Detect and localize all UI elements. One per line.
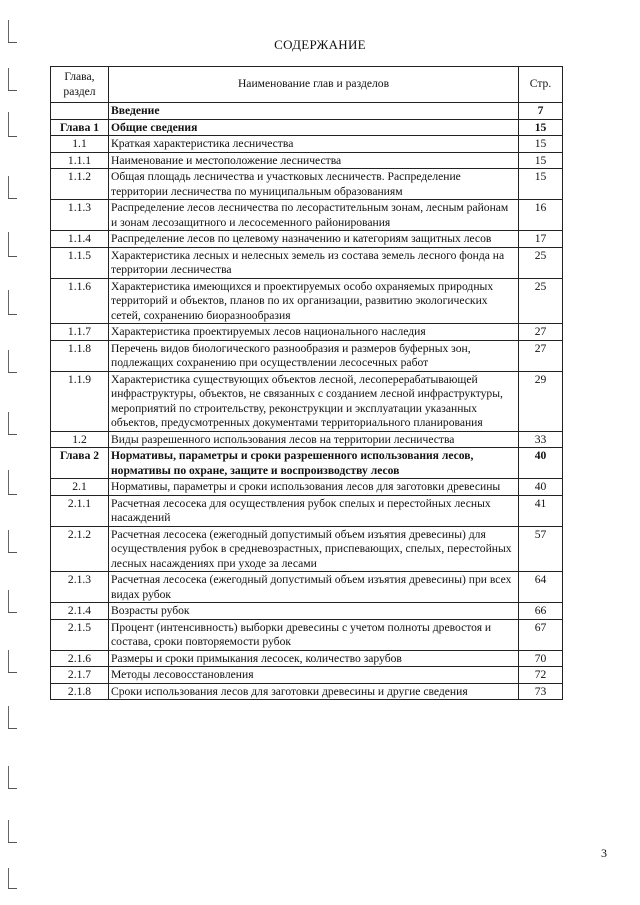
page-ref: 15 [519,136,563,153]
table-row [51,572,563,603]
column-header-num: Глава, раздел [51,67,109,103]
column-header-page: Стр. [519,67,563,103]
section-title: Нормативы, параметры и сроки разрешенного использования лесов, нормативы по охране, защите и воспроизводству лесов [109,448,519,479]
section-number: 1.1.2 [51,169,109,200]
section-title: Характеристика лесных и нелесных земель из состава земель лесного фонда на территории лесничества [109,247,519,278]
page-ref: 40 [519,448,563,479]
page-ref: 73 [519,683,563,700]
page-ref: 15 [519,169,563,200]
table-row [51,603,563,620]
section-number: 2.1.5 [51,619,109,650]
section-number: 2.1.7 [51,667,109,684]
table-row [51,247,563,278]
table-row [51,431,563,448]
section-number: 2.1.8 [51,683,109,700]
page-title: СОДЕРЖАНИЕ [274,37,366,52]
page-ref: 25 [519,278,563,324]
table-row [51,169,563,200]
section-number: Глава 2 [51,448,109,479]
page-ref: 16 [519,200,563,231]
section-title: Краткая характеристика лесничества [109,136,519,153]
page-ref: 15 [519,152,563,169]
section-title: Расчетная лесосека (ежегодный допустимый объем изъятия древесины) при всех видах рубок [109,572,519,603]
section-number: Глава 1 [51,119,109,136]
table-header-row [51,67,563,103]
table-row [51,152,563,169]
section-title: Введение [109,103,519,120]
table-row [51,495,563,526]
table-row [51,683,563,700]
section-title: Методы лесовосстановления [109,667,519,684]
section-title: Нормативы, параметры и сроки использования лесов для заготовки древесины [109,479,519,496]
section-number: 2.1.2 [51,526,109,572]
table-row [51,650,563,667]
page-ref: 27 [519,324,563,341]
table-row [51,200,563,231]
page-ref: 41 [519,495,563,526]
section-title: Общая площадь лесничества и участковых лесничеств. Распределение территории лесничества по муниципальным образованиям [109,169,519,200]
table-row [51,340,563,371]
page-ref: 64 [519,572,563,603]
section-number: 1.1.4 [51,231,109,248]
table-row [51,231,563,248]
section-title: Перечень видов биологического разнообразия и размеров буферных зон, подлежащих сохранению при осуществлении лесосечных работ [109,340,519,371]
binding-margin-marks [6,0,26,905]
page-ref: 72 [519,667,563,684]
section-title: Расчетная лесосека (ежегодный допустимый объем изъятия древесины) для осуществления рубок в средневозрастных, приспевающих, спелых, перестойных лесных насаждениях при уходе за лесами [109,526,519,572]
page-number: 3 [601,846,607,860]
table-row [51,278,563,324]
page-ref: 70 [519,650,563,667]
section-title: Расчетная лесосека для осуществления рубок спелых и перестойных лесных насаждений [109,495,519,526]
table-row [51,619,563,650]
section-number: 1.1 [51,136,109,153]
section-number: 2.1.1 [51,495,109,526]
page-ref: 17 [519,231,563,248]
page-ref: 29 [519,371,563,431]
table-row [51,119,563,136]
section-title: Возрасты рубок [109,603,519,620]
page-ref: 66 [519,603,563,620]
section-number: 1.1.1 [51,152,109,169]
page-ref: 67 [519,619,563,650]
table-row [51,136,563,153]
table-row [51,324,563,341]
section-title: Виды разрешенного использования лесов на территории лесничества [109,431,519,448]
section-number: 1.1.7 [51,324,109,341]
page-ref: 33 [519,431,563,448]
section-number: 2.1.6 [51,650,109,667]
section-title: Характеристика существующих объектов лесной, лесоперерабатывающей инфраструктуры, объектов, не связанных с созданием лесной инфраструктуры, мероприятий по строительству, реконструкции и эксплуатации указанных объектов, предусмотренных документами территориального планирования [109,371,519,431]
section-title: Размеры и сроки примыкания лесосек, количество зарубов [109,650,519,667]
section-number: 2.1.3 [51,572,109,603]
page-ref: 7 [519,103,563,120]
section-title: Распределение лесов по целевому назначению и категориям защитных лесов [109,231,519,248]
section-number: 2.1.4 [51,603,109,620]
table-row [51,526,563,572]
section-number: 1.1.6 [51,278,109,324]
section-number [51,103,109,120]
table-row [51,667,563,684]
page-ref: 15 [519,119,563,136]
section-number: 1.1.8 [51,340,109,371]
page-ref: 40 [519,479,563,496]
section-number: 1.1.9 [51,371,109,431]
section-title: Характеристика проектируемых лесов национального наследия [109,324,519,341]
section-title: Общие сведения [109,119,519,136]
page-ref: 25 [519,247,563,278]
table-row [51,448,563,479]
section-number: 1.1.5 [51,247,109,278]
section-title: Распределение лесов лесничества по лесорастительным зонам, лесным районам и зонам лесозащитного и лесосеменного районирования [109,200,519,231]
page-ref: 57 [519,526,563,572]
section-title: Процент (интенсивность) выборки древесины с учетом полноты древостоя и состава, сроки повторяемости рубок [109,619,519,650]
column-header-name: Наименование глав и разделов [109,67,519,103]
section-number: 2.1 [51,479,109,496]
section-title: Сроки использования лесов для заготовки древесины и другие сведения [109,683,519,700]
contents-table [50,66,563,700]
section-title: Характеристика имеющихся и проектируемых особо охраняемых природных территорий и объектов, планов по их организации, развитию экологических сетей, сохранению биоразнообразия [109,278,519,324]
page-ref: 27 [519,340,563,371]
section-number: 1.1.3 [51,200,109,231]
contents-table-body [51,103,563,700]
table-row [51,371,563,431]
section-number: 1.2 [51,431,109,448]
section-title: Наименование и местоположение лесничества [109,152,519,169]
table-row [51,103,563,120]
table-row [51,479,563,496]
